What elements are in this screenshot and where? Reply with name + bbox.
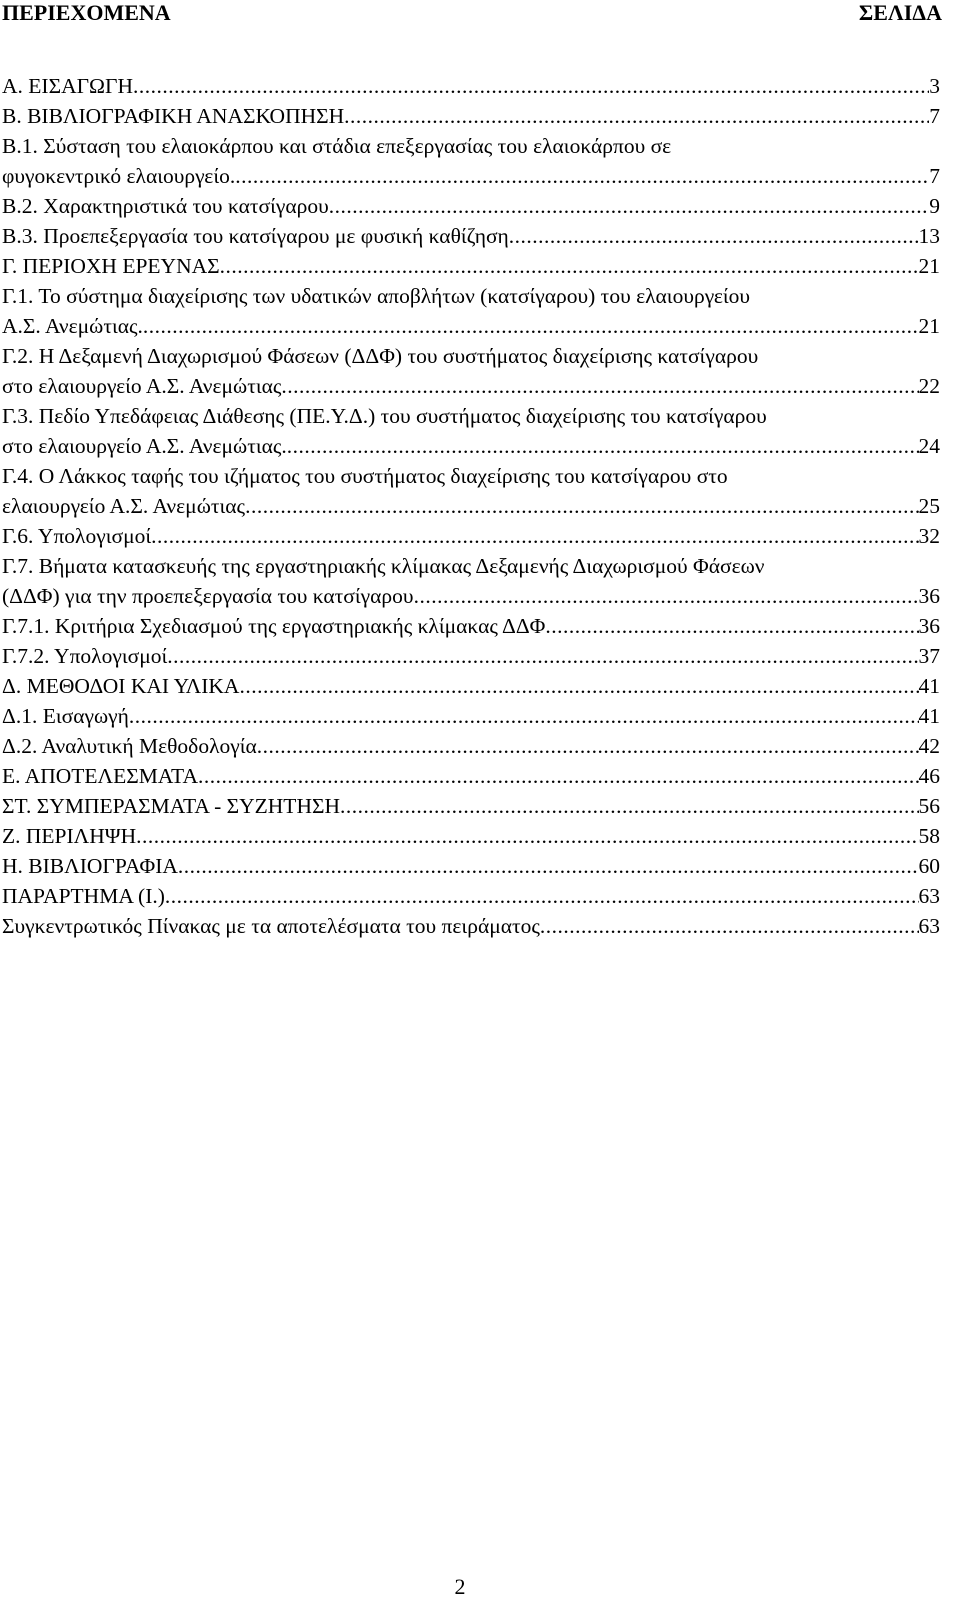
toc-entry-title-line: Γ.2. Η Δεξαμενή Διαχωρισμού Φάσεων (ΔΔΦ) του συστήματος διαχείρισης κατσίγαρου [2, 344, 759, 368]
toc-entry-title-line: Β.2. Χαρακτηριστικά του κατσίγαρου [2, 194, 329, 218]
toc-entry[interactable] [2, 191, 940, 221]
toc-entry-title-line: Γ.7.1. Κριτήρια Σχεδιασμού της εργαστηριακής κλίμακας ΔΔΦ [2, 614, 546, 638]
toc-entry[interactable] [2, 101, 940, 131]
toc-entry-title-line: ελαιουργείο Α.Σ. Ανεμώτιας [2, 494, 246, 518]
toc-entry[interactable] [2, 401, 940, 461]
toc-entry-title-line: Γ. ΠΕΡΙΟΧΗ ΕΡΕΥΝΑΣ [2, 254, 220, 278]
toc-entry-row [2, 161, 940, 191]
dot-leader [540, 911, 919, 941]
toc-entry-page: 7 [929, 164, 940, 188]
toc-entry[interactable] [2, 221, 940, 251]
toc-entry[interactable] [2, 521, 940, 551]
toc-entry-row [2, 791, 940, 821]
dot-leader [165, 881, 919, 911]
toc-entry-page: 36 [918, 614, 940, 638]
toc-entry-title-line: φυγοκεντρικό ελαιουργείο. [2, 164, 236, 188]
toc-entry-page: 58 [918, 824, 940, 848]
toc-entry-row [2, 221, 940, 251]
toc-entry[interactable] [2, 731, 940, 761]
toc-entry-row [2, 761, 940, 791]
page-column-heading: ΣΕΛΙΔΑ [858, 0, 942, 25]
dot-leader [136, 821, 918, 851]
toc-entry-title-line: Γ.1. Το σύστημα διαχείρισης των υδατικών αποβλήτων (κατσίγαρου) του ελαιουργείου [2, 284, 751, 308]
toc-entry-page: 41 [918, 704, 940, 728]
toc-entry[interactable] [2, 881, 940, 911]
toc-entry-row [2, 821, 940, 851]
dot-leader [129, 701, 919, 731]
contents-heading: ΠΕΡΙΕΧΟΜΕΝΑ [2, 0, 171, 25]
dot-leader [545, 611, 918, 641]
toc-entry[interactable] [2, 611, 940, 641]
toc-entry-page: 46 [918, 764, 940, 788]
toc-header [2, 0, 942, 26]
page-number: 2 [454, 1574, 466, 1599]
toc-entry-title-line: Γ.7. Βήματα κατασκευής της εργαστηριακής κλίμακας Δεξαμενής Διαχωρισμού Φάσεων [2, 554, 765, 578]
toc-entry-page: 21 [918, 314, 940, 338]
toc-entry[interactable] [2, 761, 940, 791]
toc-entry-page: 36 [918, 584, 940, 608]
toc-entry[interactable] [2, 851, 940, 881]
dot-leader [239, 671, 918, 701]
toc-entry[interactable] [2, 281, 940, 341]
dot-leader [178, 851, 919, 881]
dot-leader [344, 101, 929, 131]
toc-entry-row [2, 731, 940, 761]
toc-entry-row [2, 671, 940, 701]
toc-entry-row [2, 371, 940, 401]
toc-entry-page: 32 [918, 524, 940, 548]
toc-entry-row [2, 701, 940, 731]
toc-entry-row [2, 311, 940, 341]
dot-leader [245, 491, 918, 521]
dot-leader [329, 191, 929, 221]
toc-entry-title-line: ΠΑΡΑΡΤΗΜΑ (Ι.) [2, 884, 165, 908]
toc-entry-row [2, 191, 940, 221]
toc-entry-page: 7 [929, 104, 940, 128]
toc-entry-page: 13 [918, 224, 940, 248]
dot-leader [509, 221, 919, 251]
toc-entry-page: 22 [918, 374, 940, 398]
toc-entry[interactable] [2, 551, 940, 611]
toc-entry-row [2, 251, 940, 281]
toc-entry-title-line: Γ.6. Υπολογισμοί [2, 524, 152, 548]
dot-leader [151, 521, 918, 551]
toc-entry-title-line: Ζ. ΠΕΡΙΛΗΨΗ [2, 824, 137, 848]
dot-leader [281, 371, 918, 401]
toc-entry-row [2, 611, 940, 641]
toc-entry[interactable] [2, 131, 940, 191]
toc-entry-title-line: Γ.7.2. Υπολογισμοί [2, 644, 168, 668]
toc-entry-title-line: Α.Σ. Ανεμώτιας. [2, 314, 143, 338]
toc-entry[interactable] [2, 701, 940, 731]
toc-entry-title-line: Συγκεντρωτικός Πίνακας με τα αποτελέσματα του πειράματος [2, 914, 540, 938]
dot-leader [133, 71, 929, 101]
table-of-contents [2, 71, 940, 941]
toc-entry-row [2, 911, 940, 941]
dot-leader [198, 761, 919, 791]
toc-entry-page: 9 [929, 194, 940, 218]
toc-entry-title-line: (ΔΔΦ) για την προεπεξεργασία του κατσίγαρου [2, 584, 414, 608]
toc-entry-row [2, 851, 940, 881]
dot-leader [287, 431, 919, 461]
toc-entry-title-line: Α. ΕΙΣΑΓΩΓΗ [2, 74, 133, 98]
toc-entry-page: 42 [918, 734, 940, 758]
dot-leader [340, 791, 918, 821]
toc-entry-title-line: Δ.1. Εισαγωγή [2, 704, 129, 728]
toc-entry-row [2, 881, 940, 911]
toc-entry-page: 24 [918, 434, 940, 458]
toc-entry-row [2, 641, 940, 671]
toc-entry-title-line: Β. ΒΙΒΛΙΟΓΡΑΦΙΚΗ ΑΝΑΣΚΟΠΗΣΗ [2, 104, 345, 128]
dot-leader [414, 581, 919, 611]
toc-entry[interactable] [2, 71, 940, 101]
toc-entry[interactable] [2, 671, 940, 701]
toc-entry-title-line: στο ελαιουργείο Α.Σ. Ανεμώτιας [2, 374, 282, 398]
toc-entry-title-line: Ε. ΑΠΟΤΕΛΕΣΜΑΤΑ [2, 764, 198, 788]
toc-entry[interactable] [2, 641, 940, 671]
toc-entry[interactable] [2, 911, 940, 941]
toc-entry-row [2, 101, 940, 131]
toc-entry-title-line: Δ.2. Αναλυτική Μεθοδολογία [2, 734, 257, 758]
toc-entry-title-line: Η. ΒΙΒΛΙΟΓΡΑΦΙΑ [2, 854, 178, 878]
toc-entry-title-line: Δ. ΜΕΘΟΔΟΙ ΚΑΙ ΥΛΙΚΑ [2, 674, 240, 698]
toc-entry[interactable] [2, 341, 940, 401]
toc-entry[interactable] [2, 251, 940, 281]
toc-entry-title-line: Γ.4. Ο Λάκκος ταφής του ιζήματος του συστήματος διαχείρισης του κατσίγαρου στο [2, 464, 728, 488]
dot-leader [235, 161, 929, 191]
toc-entry-page: 41 [918, 674, 940, 698]
toc-entry-page: 63 [918, 884, 940, 908]
toc-entry-page: 56 [918, 794, 940, 818]
dot-leader [167, 641, 918, 671]
toc-entry-title-line: Γ.3. Πεδίο Υπεδάφειας Διάθεσης (ΠΕ.Υ.Δ.) του συστήματος διαχείρισης του κατσίγαρου [2, 404, 767, 428]
toc-entry-row [2, 491, 940, 521]
toc-entry-title-line: στο ελαιουργείο Α.Σ. Ανεμώτιας. [2, 434, 287, 458]
toc-entry-row [2, 521, 940, 551]
toc-entry-page: 21 [918, 254, 940, 278]
dot-leader [220, 251, 919, 281]
toc-entry[interactable] [2, 791, 940, 821]
toc-entry[interactable] [2, 461, 940, 521]
toc-entry[interactable] [2, 821, 940, 851]
toc-entry-row [2, 581, 940, 611]
toc-entry-page: 37 [918, 644, 940, 668]
toc-entry-page: 25 [918, 494, 940, 518]
toc-entry-title-line: Β.1. Σύσταση του ελαιοκάρπου και στάδια επεξεργασίας του ελαιοκάρπου σε [2, 134, 672, 158]
toc-entry-row [2, 71, 940, 101]
toc-entry-row [2, 431, 940, 461]
toc-entry-title-line: ΣΤ. ΣΥΜΠΕΡΑΣΜΑΤΑ - ΣΥΖΗΤΗΣΗ [2, 794, 341, 818]
toc-entry-page: 3 [929, 74, 940, 98]
toc-entry-title-line: Β.3. Προεπεξεργασία του κατσίγαρου με φυσική καθίζηση [2, 224, 509, 248]
toc-entry-page: 60 [918, 854, 940, 878]
dot-leader [143, 311, 919, 341]
dot-leader [257, 731, 919, 761]
toc-entry-page: 63 [918, 914, 940, 938]
